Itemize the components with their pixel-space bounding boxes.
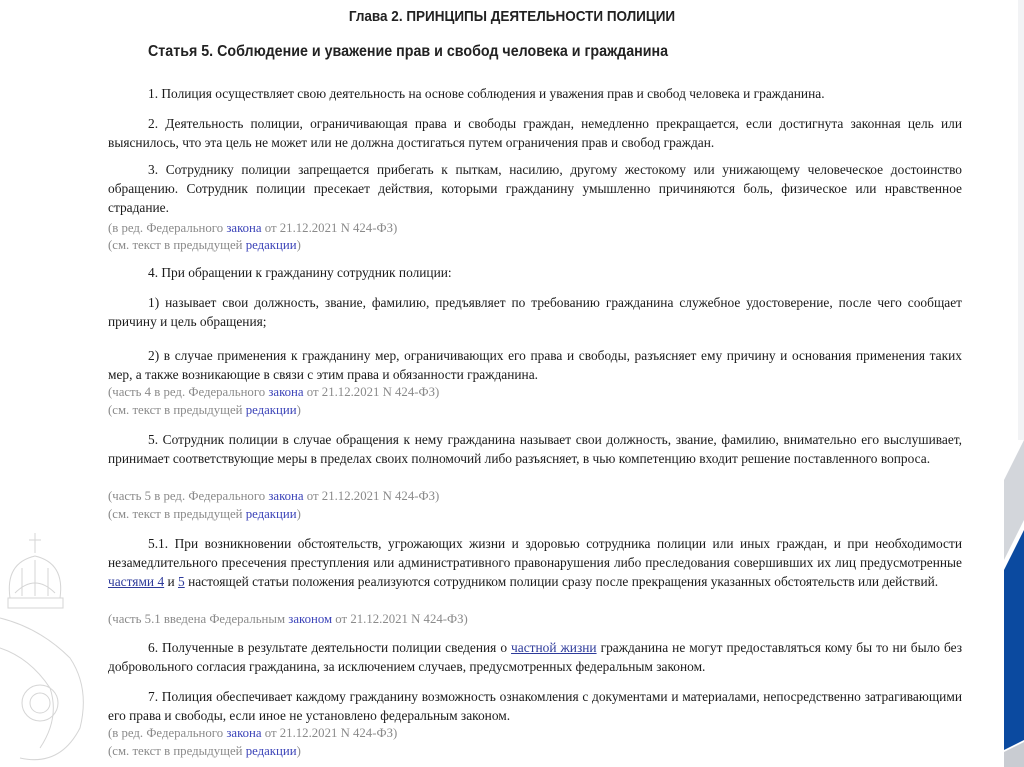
paragraph-text: настоящей статьи положения реализуются сотрудником полиции сразу после прекращения указанных обстоятельств или действий. (184, 574, 939, 589)
paragraph-1: 1. Полиция осуществляет свою деятельность на основе соблюдения и уважения прав и свобод человека и гражданина. (148, 86, 825, 101)
note-text: (см. текст в предыдущей (108, 507, 246, 521)
amendment-note-5 (108, 487, 439, 505)
note-text: от 21.12.2021 N 424-ФЗ) (261, 726, 398, 740)
private-life-link[interactable]: частной жизни (511, 640, 597, 655)
paragraph-text: гражданина не могут предоставляться кому бы то ни было без добровольного согласия гражданина, за исключением случаев, предусмотренных федеральным законом. (108, 640, 963, 674)
amendment-note-5-1 (108, 610, 468, 628)
note-text: от 21.12.2021 N 424-ФЗ) (261, 221, 398, 235)
edition-link[interactable]: редакции (245, 238, 297, 252)
paragraph-5-1 (108, 534, 962, 591)
law-link[interactable]: закона (268, 489, 304, 503)
paragraph-text: 5.1. При возникновении обстоятельств, угрожающих жизни и здоровью сотрудника полиции или иных граждан, и при необходимости незамедлительного пресечения преступления или административного правонарушения либо преследования совершивших их лиц предусмотренные (108, 536, 962, 570)
note-text: ) (296, 238, 301, 252)
note-text: ) (296, 403, 301, 417)
paragraph-5: 5. Сотрудник полиции в случае обращения к нему гражданина называет свои должность, звание, фамилию, внимательно его выслушивает, принимает соответствующие меры в пределах своих полномочий либо разъясняет, в чью компетенцию входит решение поставленного вопроса. (108, 432, 962, 466)
paragraph-6 (108, 638, 962, 676)
note-text: (в ред. Федерального (108, 726, 227, 740)
parts-4-link[interactable]: частями 4 (108, 574, 165, 589)
note-text: (часть 5.1 введена Федеральным (108, 612, 289, 626)
previous-edition-note-5 (108, 505, 301, 523)
paragraph-4-1: 1) называет свои должность, звание, фамилию, предъявляет по требованию гражданина служебное удостоверение, после чего сообщает причину и цель обращения; (108, 295, 962, 329)
edition-link[interactable]: редакции (245, 507, 297, 521)
note-text: (часть 5 в ред. Федерального (108, 489, 269, 503)
paragraph-4-2: 2) в случае применения к гражданину мер, ограничивающих его права и свободы, разъясняет ему причину и основания применения таких мер, а также возникающие в связи с этим права и обязанности гражданина. (108, 348, 962, 382)
note-text: (часть 4 в ред. Федерального (108, 385, 269, 399)
amendment-note-4 (108, 383, 439, 401)
paragraph-text: 6. Полученные в результате деятельности полиции сведения о (148, 640, 512, 655)
note-text: ) (296, 744, 301, 758)
chapter-title: Глава 2. ПРИНЦИПЫ ДЕЯТЕЛЬНОСТИ ПОЛИЦИИ (348, 8, 676, 25)
note-text: от 21.12.2021 N 424-ФЗ) (332, 612, 468, 626)
paragraph-7: 7. Полиция обеспечивает каждому гражданину возможность ознакомления с документами и материалами, непосредственно затрагивающими его права и свободы, если иное не установлено федеральным законом. (108, 689, 962, 723)
paragraph-3: 3. Сотруднику полиции запрещается прибегать к пыткам, насилию, другому жестокому или унижающему человеческое достоинство обращению. Сотрудник полиции пресекает действия, которыми гражданину умышленно причиняются боль, физическое или нравственное страдание. (108, 162, 962, 215)
note-text: (см. текст в предыдущей (108, 403, 246, 417)
edition-link[interactable]: редакции (245, 744, 297, 758)
note-text: (в ред. Федерального (108, 221, 227, 235)
previous-edition-note-3 (108, 236, 301, 254)
note-text: (см. текст в предыдущей (108, 238, 246, 252)
note-text: (см. текст в предыдущей (108, 744, 246, 758)
law-link[interactable]: законом (288, 612, 333, 626)
emblem-crest-icon (0, 528, 105, 767)
law-link[interactable]: закона (226, 726, 262, 740)
amendment-note-7 (108, 724, 397, 742)
note-text: ) (296, 507, 301, 521)
note-text: от 21.12.2021 N 424-ФЗ) (303, 489, 440, 503)
paragraph-text: и (164, 574, 179, 589)
article-title: Статья 5. Соблюдение и уважение прав и свобод человека и гражданина (148, 43, 669, 60)
paragraph-2: 2. Деятельность полиции, ограничивающая права и свободы граждан, немедленно прекращается, если достигнута законная цель или выяснилось, что эта цель не может или не должна достигаться путем ограничения прав и свобод граждан. (108, 116, 962, 150)
law-link[interactable]: закона (268, 385, 304, 399)
paragraph-4: 4. При обращении к гражданину сотрудник полиции: (148, 265, 452, 280)
edition-link[interactable]: редакции (245, 403, 297, 417)
law-link[interactable]: закона (226, 221, 262, 235)
amendment-note-3 (108, 219, 397, 237)
note-text: от 21.12.2021 N 424-ФЗ) (303, 385, 440, 399)
previous-edition-note-7 (108, 742, 301, 760)
part-5-link[interactable]: 5 (178, 574, 185, 589)
previous-edition-note-4 (108, 401, 301, 419)
